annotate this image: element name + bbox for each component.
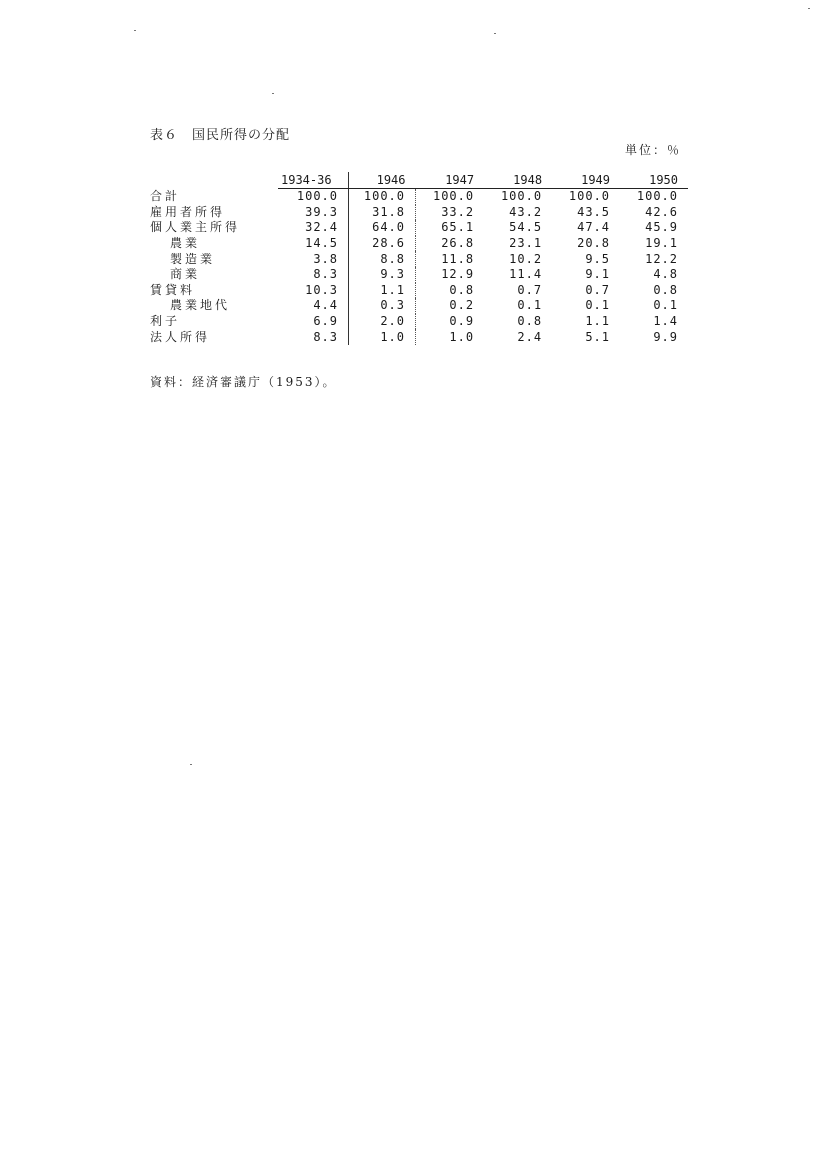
scan-speck bbox=[272, 93, 274, 94]
table-body bbox=[150, 189, 688, 345]
table-cell: 100.0 bbox=[278, 189, 349, 205]
table-cell: 23.1 bbox=[509, 236, 543, 251]
scan-speck bbox=[494, 33, 496, 34]
table-cell: 33.2 bbox=[441, 204, 475, 219]
table-row bbox=[150, 251, 688, 267]
table-cell: 0.7 bbox=[585, 282, 611, 297]
table-cell: 10.3 bbox=[278, 283, 349, 299]
table-cell: 9.1 bbox=[585, 267, 611, 282]
table-cell: 11.4 bbox=[509, 267, 543, 282]
table-row bbox=[150, 314, 688, 330]
table-cell: 3.8 bbox=[278, 251, 349, 267]
table-cell: 0.3 bbox=[349, 298, 416, 314]
table-row bbox=[150, 205, 688, 221]
row-label: 製造業 bbox=[170, 251, 216, 266]
table-cell: 100.0 bbox=[568, 189, 611, 204]
table-cell: 43.5 bbox=[577, 204, 611, 219]
table-row bbox=[150, 298, 688, 314]
header-year: 1950 bbox=[620, 172, 688, 189]
table-cell: 0.1 bbox=[653, 298, 678, 313]
table-cell: 9.3 bbox=[349, 267, 416, 283]
table-cell: 19.1 bbox=[645, 236, 678, 251]
table-cell: 8.8 bbox=[349, 251, 416, 267]
row-label: 賃貸料 bbox=[150, 282, 196, 297]
table-cell: 5.1 bbox=[585, 329, 611, 344]
header-year: 1949 bbox=[552, 172, 620, 189]
header-blank bbox=[150, 172, 278, 189]
table-cell: 0.2 bbox=[449, 298, 475, 313]
table-title: 表６ 国民所得の分配 bbox=[150, 128, 291, 143]
table-cell: 8.3 bbox=[278, 267, 349, 283]
header-row bbox=[150, 172, 688, 189]
source-note: 資料：経済審議庁（1953）。 bbox=[150, 375, 337, 389]
unit-note: 単位：％ bbox=[624, 143, 681, 157]
table-cell: 65.1 bbox=[441, 220, 475, 235]
table-cell: 100.0 bbox=[636, 189, 678, 204]
table-cell: 54.5 bbox=[509, 220, 543, 235]
table-cell: 9.5 bbox=[585, 251, 611, 266]
header-year: 1947 bbox=[416, 172, 485, 189]
table-row bbox=[150, 189, 688, 205]
table-cell: 1.4 bbox=[653, 314, 678, 329]
table-cell: 12.9 bbox=[441, 267, 475, 282]
table-cell: 100.0 bbox=[349, 189, 416, 205]
row-label: 商業 bbox=[170, 267, 201, 282]
table-row bbox=[150, 220, 688, 236]
table-cell: 14.5 bbox=[278, 236, 349, 252]
table-cell: 1.1 bbox=[585, 314, 611, 329]
table-row bbox=[150, 267, 688, 283]
table-cell: 12.2 bbox=[645, 251, 678, 266]
table-cell: 20.8 bbox=[577, 236, 611, 251]
row-label: 雇用者所得 bbox=[150, 204, 226, 219]
scan-speck bbox=[134, 30, 136, 31]
table-cell: 9.9 bbox=[653, 329, 678, 344]
table-cell: 43.2 bbox=[509, 204, 543, 219]
table-row bbox=[150, 329, 688, 345]
header-year: 1948 bbox=[484, 172, 552, 189]
table-row bbox=[150, 236, 688, 252]
table-cell: 0.7 bbox=[517, 282, 543, 297]
header-year: 1946 bbox=[349, 172, 416, 189]
table-cell: 8.3 bbox=[278, 329, 349, 345]
table-cell: 31.8 bbox=[349, 205, 416, 221]
table-cell: 4.8 bbox=[653, 267, 678, 282]
row-label: 農業 bbox=[170, 236, 201, 251]
table-cell: 42.6 bbox=[645, 204, 678, 219]
table-cell: 4.4 bbox=[278, 298, 349, 314]
table-cell: 0.8 bbox=[517, 314, 543, 329]
row-label: 個人業主所得 bbox=[150, 220, 241, 235]
table-cell: 1.1 bbox=[349, 283, 416, 299]
table-row bbox=[150, 283, 688, 299]
table-cell: 64.0 bbox=[349, 220, 416, 236]
table-cell: 0.9 bbox=[449, 314, 475, 329]
table-cell: 0.1 bbox=[585, 298, 611, 313]
table-cell: 1.0 bbox=[449, 329, 475, 344]
table-cell: 28.6 bbox=[349, 236, 416, 252]
row-label: 利子 bbox=[150, 314, 181, 329]
table-cell: 0.8 bbox=[449, 282, 475, 297]
row-label: 合計 bbox=[150, 189, 181, 204]
table-cell: 100.0 bbox=[432, 189, 475, 204]
income-distribution-table bbox=[150, 172, 688, 345]
header-year: 1934-36 bbox=[278, 172, 349, 189]
scan-speck bbox=[808, 8, 810, 9]
table-cell: 47.4 bbox=[577, 220, 611, 235]
table-cell: 39.3 bbox=[278, 205, 349, 221]
table-cell: 32.4 bbox=[278, 220, 349, 236]
table-cell: 1.0 bbox=[349, 329, 416, 345]
scan-speck bbox=[190, 764, 192, 765]
table-cell: 2.4 bbox=[517, 329, 543, 344]
table-cell: 10.2 bbox=[509, 251, 543, 266]
table-cell: 11.8 bbox=[441, 251, 475, 266]
table-cell: 6.9 bbox=[278, 314, 349, 330]
row-label: 農業地代 bbox=[170, 298, 231, 313]
table-cell: 0.1 bbox=[517, 298, 543, 313]
table-cell: 45.9 bbox=[645, 220, 678, 235]
table-cell: 26.8 bbox=[441, 236, 475, 251]
table-cell: 2.0 bbox=[349, 314, 416, 330]
table-cell: 100.0 bbox=[500, 189, 543, 204]
table-cell: 0.8 bbox=[653, 282, 678, 297]
row-label: 法人所得 bbox=[150, 329, 211, 344]
